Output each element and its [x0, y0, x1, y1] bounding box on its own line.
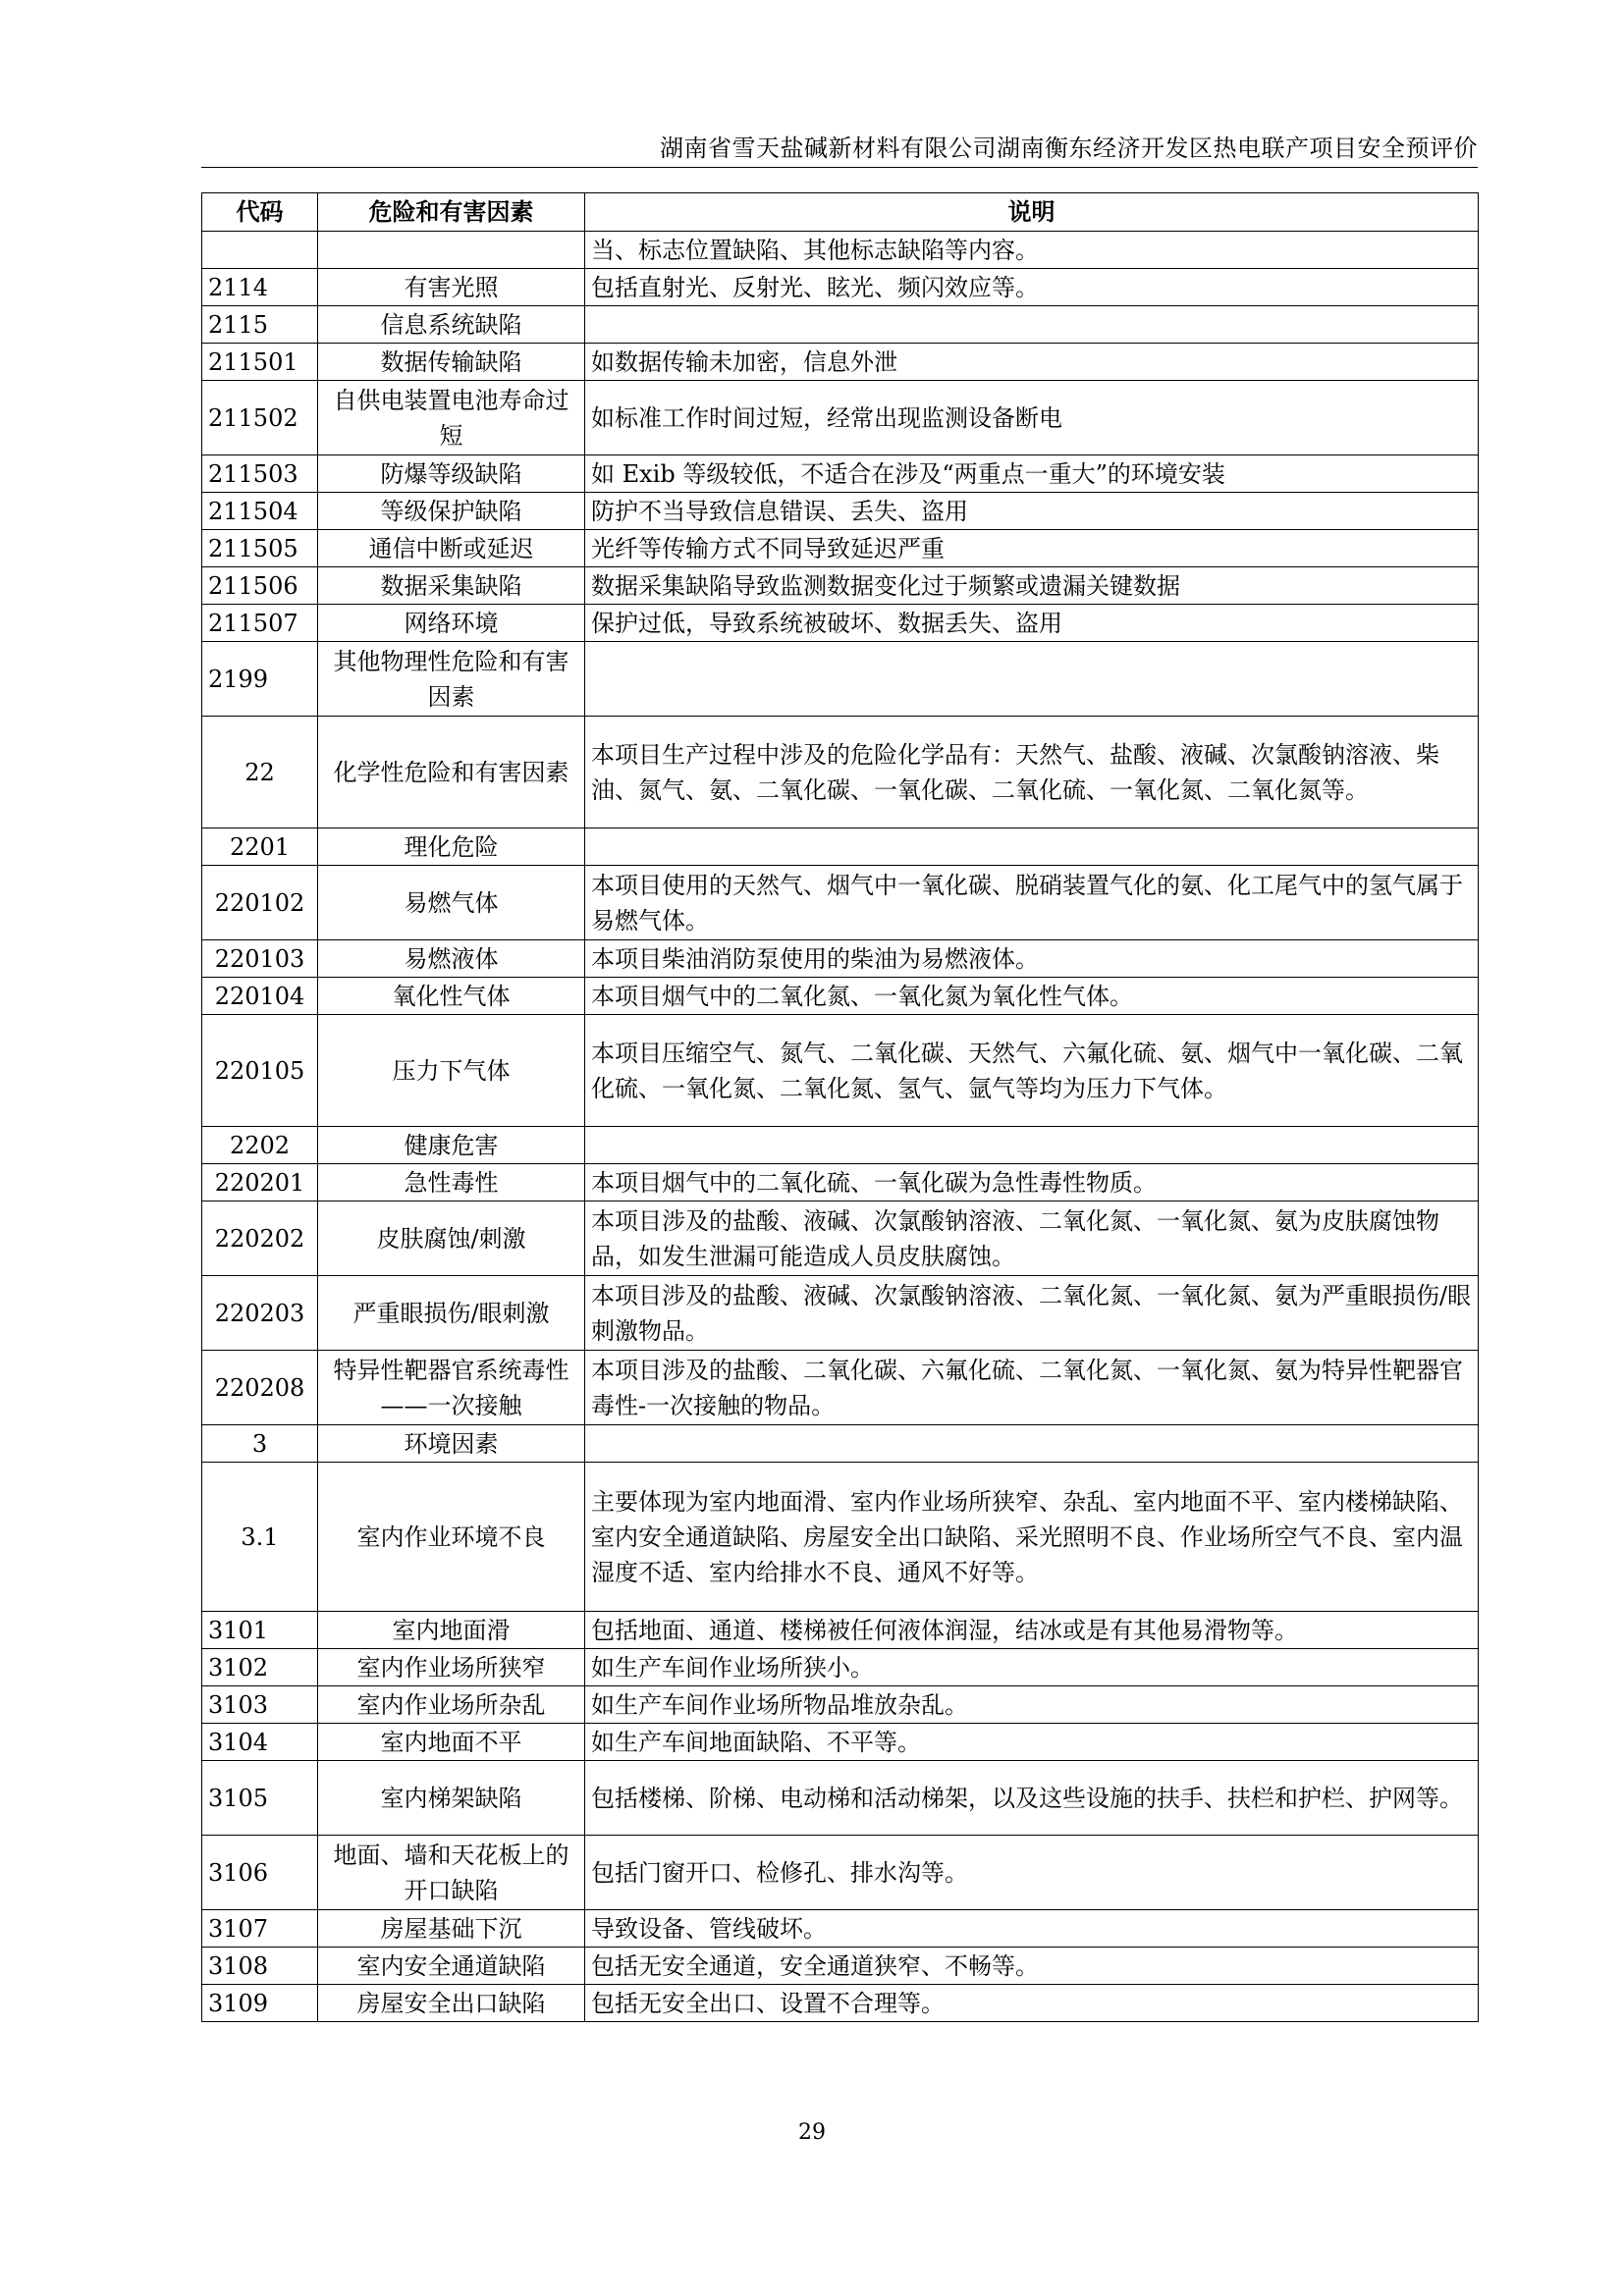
cell-hazard-name: 网络环境: [318, 605, 585, 642]
header-rule: [201, 167, 1478, 168]
cell-code: 3.1: [202, 1463, 318, 1612]
cell-code: 220201: [202, 1164, 318, 1201]
cell-description: 本项目生产过程中涉及的危险化学品有：天然气、盐酸、液碱、次氯酸钠溶液、柴油、氮气、氨、二氧化碳、一氧化碳、二氧化硫、一氧化氮、二氧化氮等。: [585, 717, 1479, 828]
cell-code: [202, 232, 318, 269]
cell-code: 3107: [202, 1910, 318, 1948]
cell-hazard-name: 数据传输缺陷: [318, 344, 585, 381]
table-row: [202, 717, 1479, 828]
cell-hazard-name: 易燃液体: [318, 940, 585, 978]
cell-code: 2115: [202, 306, 318, 344]
table-row: [202, 1276, 1479, 1351]
cell-code: 3104: [202, 1724, 318, 1761]
table-row: [202, 940, 1479, 978]
table-row: [202, 1351, 1479, 1425]
cell-description: 防护不当导致信息错误、丢失、盗用: [585, 493, 1479, 530]
cell-hazard-name: 室内作业场所狭窄: [318, 1649, 585, 1686]
cell-code: 3109: [202, 1985, 318, 2022]
table-row: [202, 828, 1479, 866]
table-row: [202, 1612, 1479, 1649]
table-row: [202, 1201, 1479, 1276]
cell-description: [585, 306, 1479, 344]
cell-hazard-name: 环境因素: [318, 1425, 585, 1463]
cell-description: 如 Exib 等级较低，不适合在涉及“两重点一重大”的环境安装: [585, 455, 1479, 493]
cell-description: 包括地面、通道、楼梯被任何液体润湿，结冰或是有其他易滑物等。: [585, 1612, 1479, 1649]
cell-description: 本项目涉及的盐酸、液碱、次氯酸钠溶液、二氧化氮、一氧化氮、氨为皮肤腐蚀物品，如发生泄漏可能造成人员皮肤腐蚀。: [585, 1201, 1479, 1276]
cell-code: 220103: [202, 940, 318, 978]
cell-hazard-name: 室内安全通道缺陷: [318, 1948, 585, 1985]
table-row: [202, 1164, 1479, 1201]
table-row: [202, 642, 1479, 717]
table-row: [202, 530, 1479, 567]
cell-description: 本项目涉及的盐酸、二氧化碳、六氟化硫、二氧化氮、一氧化氮、氨为特异性靶器官毒性-一次接触的物品。: [585, 1351, 1479, 1425]
table-row: [202, 1836, 1479, 1910]
cell-hazard-name: 房屋基础下沉: [318, 1910, 585, 1948]
cell-hazard-name: 通信中断或延迟: [318, 530, 585, 567]
table-row: [202, 605, 1479, 642]
cell-description: 如生产车间作业场所狭小。: [585, 1649, 1479, 1686]
column-header-code: 代码: [202, 193, 318, 232]
cell-hazard-name: 信息系统缺陷: [318, 306, 585, 344]
cell-description: 本项目柴油消防泵使用的柴油为易燃液体。: [585, 940, 1479, 978]
cell-description: 保护过低，导致系统被破坏、数据丢失、盗用: [585, 605, 1479, 642]
cell-hazard-name: 房屋安全出口缺陷: [318, 1985, 585, 2022]
cell-hazard-name: 地面、墙和天花板上的开口缺陷: [318, 1836, 585, 1910]
cell-description: 如生产车间作业场所物品堆放杂乱。: [585, 1686, 1479, 1724]
table-row: [202, 1761, 1479, 1836]
cell-description: 本项目涉及的盐酸、液碱、次氯酸钠溶液、二氧化氮、一氧化氮、氨为严重眼损伤/眼刺激物品。: [585, 1276, 1479, 1351]
cell-hazard-name: 有害光照: [318, 269, 585, 306]
cell-description: 包括楼梯、阶梯、电动梯和活动梯架，以及这些设施的扶手、扶栏和护栏、护网等。: [585, 1761, 1479, 1836]
cell-description: 本项目烟气中的二氧化氮、一氧化氮为氧化性气体。: [585, 978, 1479, 1015]
table-row: [202, 567, 1479, 605]
cell-code: 211507: [202, 605, 318, 642]
cell-description: 如数据传输未加密，信息外泄: [585, 344, 1479, 381]
cell-code: 211503: [202, 455, 318, 493]
column-header-hazard: 危险和有害因素: [318, 193, 585, 232]
cell-hazard-name: 等级保护缺陷: [318, 493, 585, 530]
cell-hazard-name: 理化危险: [318, 828, 585, 866]
cell-code: 211505: [202, 530, 318, 567]
cell-code: 3105: [202, 1761, 318, 1836]
cell-description: 本项目烟气中的二氧化硫、一氧化碳为急性毒性物质。: [585, 1164, 1479, 1201]
cell-hazard-name: 化学性危险和有害因素: [318, 717, 585, 828]
table-row: [202, 1015, 1479, 1127]
cell-code: 220105: [202, 1015, 318, 1127]
cell-description: 包括直射光、反射光、眩光、频闪效应等。: [585, 269, 1479, 306]
cell-code: 211506: [202, 567, 318, 605]
cell-description: [585, 1425, 1479, 1463]
cell-description: [585, 828, 1479, 866]
table-row: [202, 1463, 1479, 1612]
cell-hazard-name: 室内作业环境不良: [318, 1463, 585, 1612]
cell-hazard-name: 室内作业场所杂乱: [318, 1686, 585, 1724]
cell-description: 光纤等传输方式不同导致延迟严重: [585, 530, 1479, 567]
cell-hazard-name: 其他物理性危险和有害因素: [318, 642, 585, 717]
table-row: [202, 1425, 1479, 1463]
cell-hazard-name: [318, 232, 585, 269]
cell-hazard-name: 皮肤腐蚀/刺激: [318, 1201, 585, 1276]
table-row: [202, 381, 1479, 455]
table-row: [202, 1910, 1479, 1948]
table-row: [202, 306, 1479, 344]
cell-description: 包括无安全通道，安全通道狭窄、不畅等。: [585, 1948, 1479, 1985]
cell-description: [585, 642, 1479, 717]
table-row: [202, 455, 1479, 493]
cell-code: 3102: [202, 1649, 318, 1686]
hazard-factor-table: [201, 192, 1479, 2022]
cell-description: 当、标志位置缺陷、其他标志缺陷等内容。: [585, 232, 1479, 269]
cell-code: 2114: [202, 269, 318, 306]
cell-code: 3106: [202, 1836, 318, 1910]
cell-code: 2202: [202, 1127, 318, 1164]
cell-hazard-name: 室内地面滑: [318, 1612, 585, 1649]
cell-description: 本项目压缩空气、氮气、二氧化碳、天然气、六氟化硫、氨、烟气中一氧化碳、二氧化硫、一氧化氮、二氧化氮、氢气、氩气等均为压力下气体。: [585, 1015, 1479, 1127]
page-number: 29: [798, 2120, 826, 2145]
cell-description: 数据采集缺陷导致监测数据变化过于频繁或遗漏关键数据: [585, 567, 1479, 605]
table-row: [202, 493, 1479, 530]
table-row: [202, 232, 1479, 269]
cell-code: 2199: [202, 642, 318, 717]
cell-hazard-name: 自供电装置电池寿命过短: [318, 381, 585, 455]
table-row: [202, 1948, 1479, 1985]
cell-code: 3: [202, 1425, 318, 1463]
table-row: [202, 866, 1479, 940]
cell-code: 3103: [202, 1686, 318, 1724]
cell-description: 主要体现为室内地面滑、室内作业场所狭窄、杂乱、室内地面不平、室内楼梯缺陷、室内安全通道缺陷、房屋安全出口缺陷、采光照明不良、作业场所空气不良、室内温湿度不适、室内给排水不良、通风不好等。: [585, 1463, 1479, 1612]
table-row: [202, 269, 1479, 306]
cell-hazard-name: 数据采集缺陷: [318, 567, 585, 605]
cell-description: 如标准工作时间过短，经常出现监测设备断电: [585, 381, 1479, 455]
column-header-description: 说明: [585, 193, 1479, 232]
cell-hazard-name: 严重眼损伤/眼刺激: [318, 1276, 585, 1351]
cell-code: 211504: [202, 493, 318, 530]
cell-hazard-name: 室内地面不平: [318, 1724, 585, 1761]
cell-hazard-name: 氧化性气体: [318, 978, 585, 1015]
table-body: [202, 232, 1479, 2022]
table-row: [202, 978, 1479, 1015]
cell-hazard-name: 室内梯架缺陷: [318, 1761, 585, 1836]
cell-code: 220102: [202, 866, 318, 940]
cell-code: 22: [202, 717, 318, 828]
table-row: [202, 344, 1479, 381]
cell-code: 220202: [202, 1201, 318, 1276]
cell-description: 包括门窗开口、检修孔、排水沟等。: [585, 1836, 1479, 1910]
cell-hazard-name: 压力下气体: [318, 1015, 585, 1127]
cell-description: 包括无安全出口、设置不合理等。: [585, 1985, 1479, 2022]
cell-code: 3108: [202, 1948, 318, 1985]
table-row: [202, 1686, 1479, 1724]
cell-hazard-name: 健康危害: [318, 1127, 585, 1164]
cell-code: 220203: [202, 1276, 318, 1351]
cell-description: 本项目使用的天然气、烟气中一氧化碳、脱硝装置气化的氨、化工尾气中的氢气属于易燃气体。: [585, 866, 1479, 940]
page-header-title: 湖南省雪天盐碱新材料有限公司湖南衡东经济开发区热电联产项目安全预评价: [660, 134, 1478, 162]
table-row: [202, 1649, 1479, 1686]
cell-code: 3101: [202, 1612, 318, 1649]
cell-description: 如生产车间地面缺陷、不平等。: [585, 1724, 1479, 1761]
cell-code: 211501: [202, 344, 318, 381]
cell-description: 导致设备、管线破坏。: [585, 1910, 1479, 1948]
table-header-row: [202, 193, 1479, 232]
cell-code: 211502: [202, 381, 318, 455]
cell-hazard-name: 易燃气体: [318, 866, 585, 940]
cell-hazard-name: 特异性靶器官系统毒性——一次接触: [318, 1351, 585, 1425]
cell-code: 220104: [202, 978, 318, 1015]
cell-code: 2201: [202, 828, 318, 866]
cell-code: 220208: [202, 1351, 318, 1425]
table-row: [202, 1724, 1479, 1761]
cell-hazard-name: 防爆等级缺陷: [318, 455, 585, 493]
table-row: [202, 1127, 1479, 1164]
cell-description: [585, 1127, 1479, 1164]
table-row: [202, 1985, 1479, 2022]
cell-hazard-name: 急性毒性: [318, 1164, 585, 1201]
